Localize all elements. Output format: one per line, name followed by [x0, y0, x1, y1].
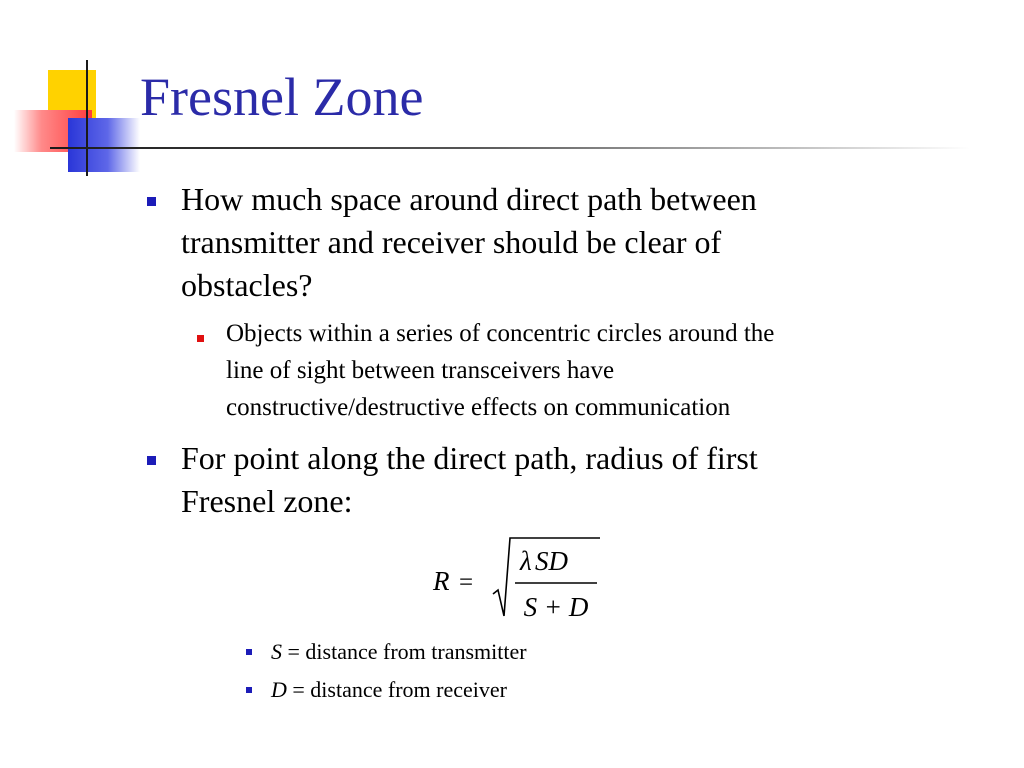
logo-blue-square — [68, 118, 140, 172]
sub-bullet-text-line: line of sight between transceivers have — [226, 357, 615, 384]
sub-bullet-text-line: Objects within a series of concentric circles around the — [226, 320, 775, 347]
bullet-for-point — [181, 437, 758, 523]
definition-bullet-icon — [246, 649, 252, 655]
definition-d — [271, 671, 507, 709]
bullet-text-line: For point along the direct path, radius of first — [181, 440, 758, 476]
definition-symbol: S — [271, 639, 282, 664]
formula-numerator: SD — [535, 546, 568, 576]
formula-equals: = — [459, 569, 474, 596]
bullet-text-line: Fresnel zone: — [181, 483, 353, 519]
formula-lhs: R — [433, 566, 450, 596]
formula-denominator: S + D — [523, 592, 589, 622]
sub-bullet-objects — [226, 315, 774, 426]
fresnel-radius-formula — [425, 532, 615, 627]
definition-text: = distance from receiver — [286, 677, 507, 702]
bullet-text-line: How much space around direct path between — [181, 181, 757, 217]
bullet-square-icon — [147, 197, 156, 206]
definition-text: = distance from transmitter — [282, 639, 527, 664]
definition-symbol: D — [271, 677, 287, 702]
formula-lambda: λ — [520, 546, 532, 576]
bullet-square-icon — [147, 456, 156, 465]
bullet-how-much-space — [181, 178, 757, 307]
sub-bullet-square-icon — [197, 335, 204, 342]
definition-s — [271, 633, 527, 671]
bullet-text-line: transmitter and receiver should be clear of — [181, 224, 722, 260]
sub-bullet-text-line: constructive/destructive effects on communication — [226, 394, 731, 421]
bullet-text-line: obstacles? — [181, 267, 313, 303]
title-underline — [50, 147, 970, 149]
logo-vertical-line — [86, 60, 88, 176]
slide-title: Fresnel Zone — [140, 67, 424, 127]
definition-bullet-icon — [246, 687, 252, 693]
